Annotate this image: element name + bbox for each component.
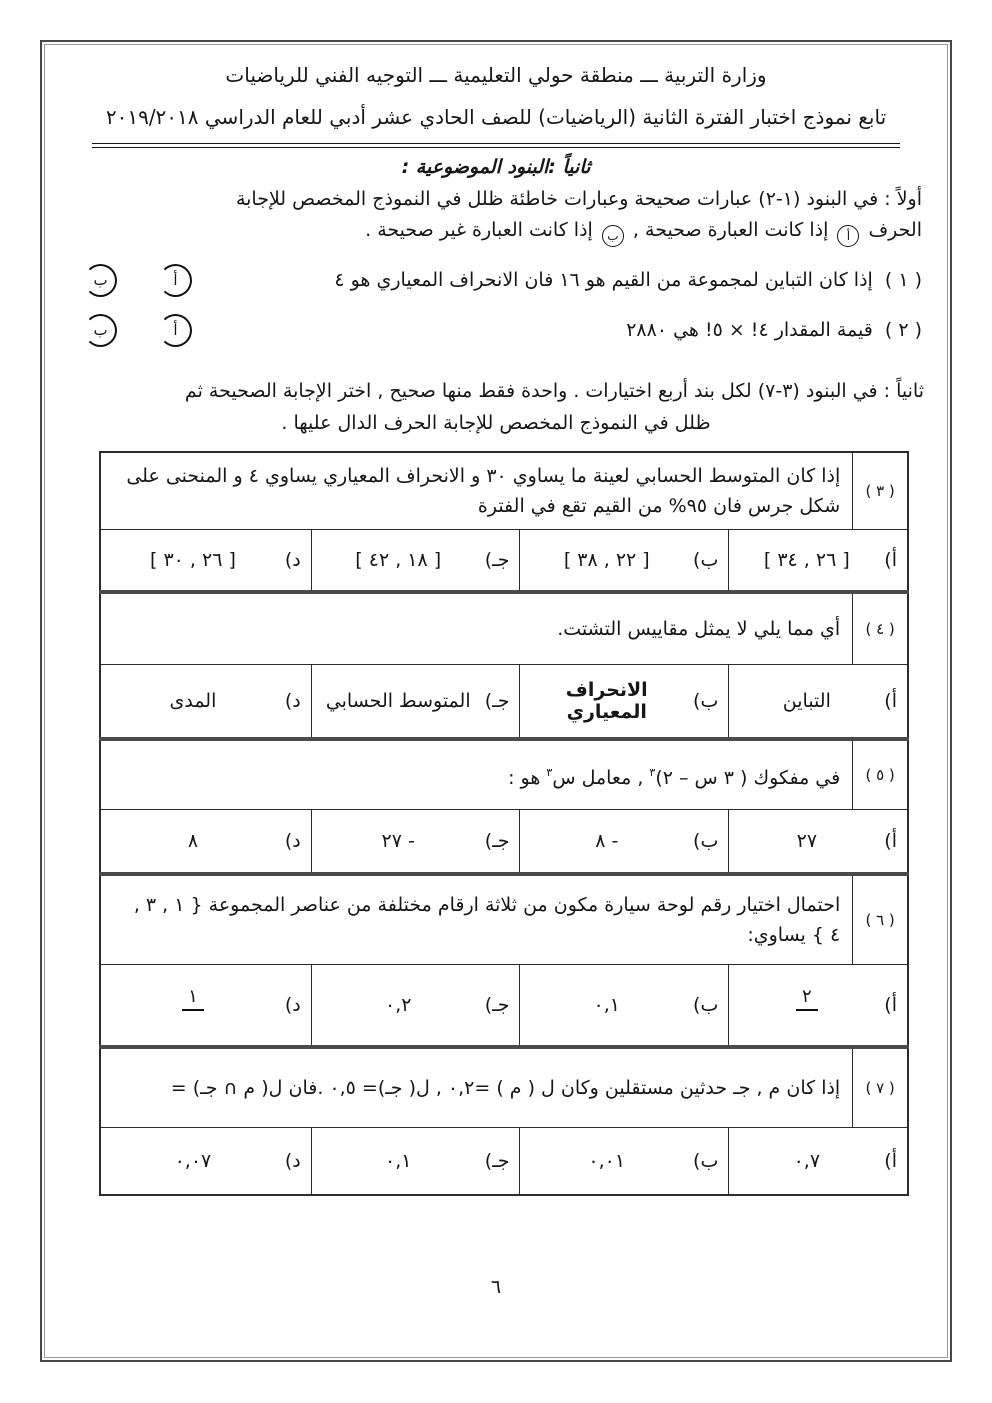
option-letter: أ) (884, 830, 897, 852)
option-letter: د) (284, 994, 301, 1016)
question-number: ( ٥ ) (853, 739, 908, 810)
answer-bubble-a: أ (159, 264, 192, 297)
fraction (796, 987, 818, 1011)
instructions-line-1: أولاً : في البنود (١-٢) عبارات صحيحة وعبارات خاطئة ظلل في النموذج المخصص للإجابة (235, 188, 922, 210)
option-a-cell (729, 530, 908, 593)
mcq-instructions (68, 375, 924, 439)
mcq-question-6-options (100, 965, 908, 1048)
question-number: ( ٤ ) (853, 592, 908, 665)
option-letter: جـ) (484, 830, 510, 852)
false-letter-badge: ب (602, 225, 624, 247)
option-d-cell (100, 1128, 311, 1196)
tf-question-2-text-wrap (192, 319, 922, 341)
document-header (68, 60, 924, 133)
tf-question-1-answers (70, 264, 192, 297)
option-letter: ب) (693, 1150, 719, 1172)
question-number: ( ٧ ) (853, 1047, 908, 1128)
option-letter: أ) (884, 1150, 897, 1172)
option-value: [ ٢٦ , ٣٠ ] (149, 549, 236, 571)
mcq-question-4-options (100, 665, 908, 740)
header-line-exam-title: تابع نموذج اختبار الفترة الثانية (الرياضيات) للصف الحادي عشر أدبي للعام الدراسي ٢٠١٩/٢٠١٨ (105, 105, 887, 129)
mcq-instructions-line-2: ظلل في النموذج المخصص للإجابة الحرف الدال عليها . (281, 412, 711, 434)
question-text: قيمة المقدار ٤! × ٥! هي ٢٨٨٠ (626, 319, 873, 341)
mcq-table (99, 451, 909, 1196)
section-title: ثانياً :البنود الموضوعية : (401, 156, 591, 178)
option-value: [ ١٨ , ٤٢ ] (355, 549, 442, 571)
answer-bubble-a: أ (159, 314, 192, 347)
tf-question-1-text-wrap (192, 269, 922, 291)
option-letter: د) (284, 690, 301, 712)
option-value: ٠,١ (593, 994, 620, 1016)
option-letter: د) (284, 830, 301, 852)
option-d-cell (100, 530, 311, 593)
mcq-instructions-line-1: ثانياً : في البنود (٣-٧) لكل بند أربع اختيارات . واحدة فقط منها صحيح , اختر الإجابة الصحيحة ثم (184, 380, 924, 402)
page-content (42, 42, 950, 1196)
option-a-cell (729, 810, 908, 875)
fraction-numerator: ١ (182, 987, 204, 1011)
option-letter: جـ) (484, 549, 510, 571)
option-c-cell (311, 965, 520, 1048)
fraction-numerator: ٢ (796, 987, 818, 1011)
instructions-line-2-suffix: إذا كانت العبارة غير صحيحة . (365, 219, 593, 241)
mcq-question-7-row (100, 1047, 908, 1128)
option-value: التباين (782, 690, 831, 712)
option-letter: ب) (693, 690, 719, 712)
option-c-cell (311, 530, 520, 593)
question-number: ( ٢ ) (884, 319, 922, 341)
option-b-cell (520, 665, 729, 740)
mcq-question-5-row (100, 739, 908, 810)
tf-question-1 (70, 263, 922, 297)
option-a-cell (729, 1128, 908, 1196)
true-letter-badge: أ (837, 225, 859, 247)
option-d-cell (100, 965, 311, 1048)
exponent: ٣ (546, 765, 553, 779)
answer-bubble-b: ب (84, 314, 117, 347)
option-c-cell (311, 810, 520, 875)
exponent: ٣ (649, 765, 656, 779)
option-letter: جـ) (484, 994, 510, 1016)
option-b-cell (520, 530, 729, 593)
option-value (111, 985, 275, 1025)
option-letter: د) (284, 549, 301, 571)
true-false-instructions (70, 184, 922, 247)
header-divider (92, 143, 900, 148)
option-value: ٢٧ (796, 830, 818, 852)
question-text-part: في مفكوك ( ٣ س – ٢) (655, 766, 841, 789)
page-number: ٦ (490, 1276, 502, 1298)
option-d-cell (100, 810, 311, 875)
option-letter: ب) (693, 994, 719, 1016)
question-text-part: , معامل س (552, 766, 644, 789)
question-number: ( ٣ ) (853, 452, 908, 530)
question-number: ( ٦ ) (853, 874, 908, 965)
question-text: إذا كان المتوسط الحسابي لعينة ما يساوي ٣٠ و الانحراف المعياري يساوي ٤ و المنحنى على شكل جرس فان ٩٥% من القيم تقع في الفترة (100, 452, 853, 530)
option-value: الانحراف المعياري (565, 679, 648, 723)
option-letter: أ) (884, 549, 897, 571)
option-d-cell (100, 665, 311, 740)
option-value (739, 985, 874, 1025)
option-letter: أ) (884, 994, 897, 1016)
mcq-question-3-options (100, 530, 908, 593)
option-value: - ٨ (595, 830, 619, 852)
tf-question-2 (70, 313, 922, 347)
question-number: ( ١ ) (884, 269, 922, 291)
question-text: إذا كان التباين لمجموعة من القيم هو ١٦ فان الانحراف المعياري هو ٤ (334, 269, 873, 291)
header-line-ministry: وزارة التربية ـــ منطقة حولي التعليمية ـــ التوجيه الفني للرياضيات (225, 63, 767, 87)
option-a-cell (729, 965, 908, 1048)
option-value: ٠,٢ (384, 994, 412, 1016)
question-text: احتمال اختيار رقم لوحة سيارة مكون من ثلاثة ارقام مختلفة من عناصر المجموعة { ١ , ٣ , ٤ } يساوي: (100, 874, 853, 965)
option-letter: جـ) (484, 690, 510, 712)
option-a-cell (729, 665, 908, 740)
mcq-question-6-row (100, 874, 908, 965)
instructions-line-2-mid: إذا كانت العبارة صحيحة , (632, 219, 829, 241)
option-b-cell (520, 810, 729, 875)
option-letter: د) (284, 1150, 301, 1172)
option-letter: ب) (693, 549, 719, 571)
tf-question-2-answers (70, 314, 192, 347)
page-frame (40, 40, 952, 1362)
option-value: المتوسط الحسابي (325, 690, 471, 712)
option-b-cell (520, 1128, 729, 1196)
instructions-line-2-prefix: الحرف (868, 219, 922, 241)
question-text (100, 739, 853, 810)
option-value: ٠,١ (384, 1150, 412, 1172)
option-value: ٠,٠١ (588, 1150, 626, 1172)
question-text: أي مما يلي لا يمثل مقاييس التشتت. (100, 592, 853, 665)
option-letter: أ) (884, 690, 897, 712)
option-value: [ ٢٦ , ٣٤ ] (763, 549, 850, 571)
option-value: [ ٢٢ , ٣٨ ] (563, 549, 650, 571)
option-value: ٨ (187, 830, 199, 852)
option-value: المدى (169, 690, 217, 712)
question-text: إذا كان م , جـ حدثين مستقلين وكان ل ( م ) =٠,٢ , ل( جـ)= ٠,٥ .فان ل( م ∩ جـ) = (100, 1047, 853, 1128)
fraction (182, 987, 204, 1011)
option-value: ٠,٧ (793, 1150, 821, 1172)
question-text-part: هو : (508, 766, 541, 789)
option-letter: جـ) (484, 1150, 510, 1172)
option-letter: ب) (693, 830, 719, 852)
option-value: ٠,٠٧ (174, 1150, 212, 1172)
mcq-question-5-options (100, 810, 908, 875)
option-b-cell (520, 965, 729, 1048)
option-c-cell (311, 1128, 520, 1196)
answer-bubble-b: ب (84, 264, 117, 297)
option-c-cell (311, 665, 520, 740)
mcq-question-7-options (100, 1128, 908, 1196)
option-value: - ٢٧ (381, 830, 415, 852)
mcq-question-3-row (100, 452, 908, 530)
mcq-question-4-row (100, 592, 908, 665)
